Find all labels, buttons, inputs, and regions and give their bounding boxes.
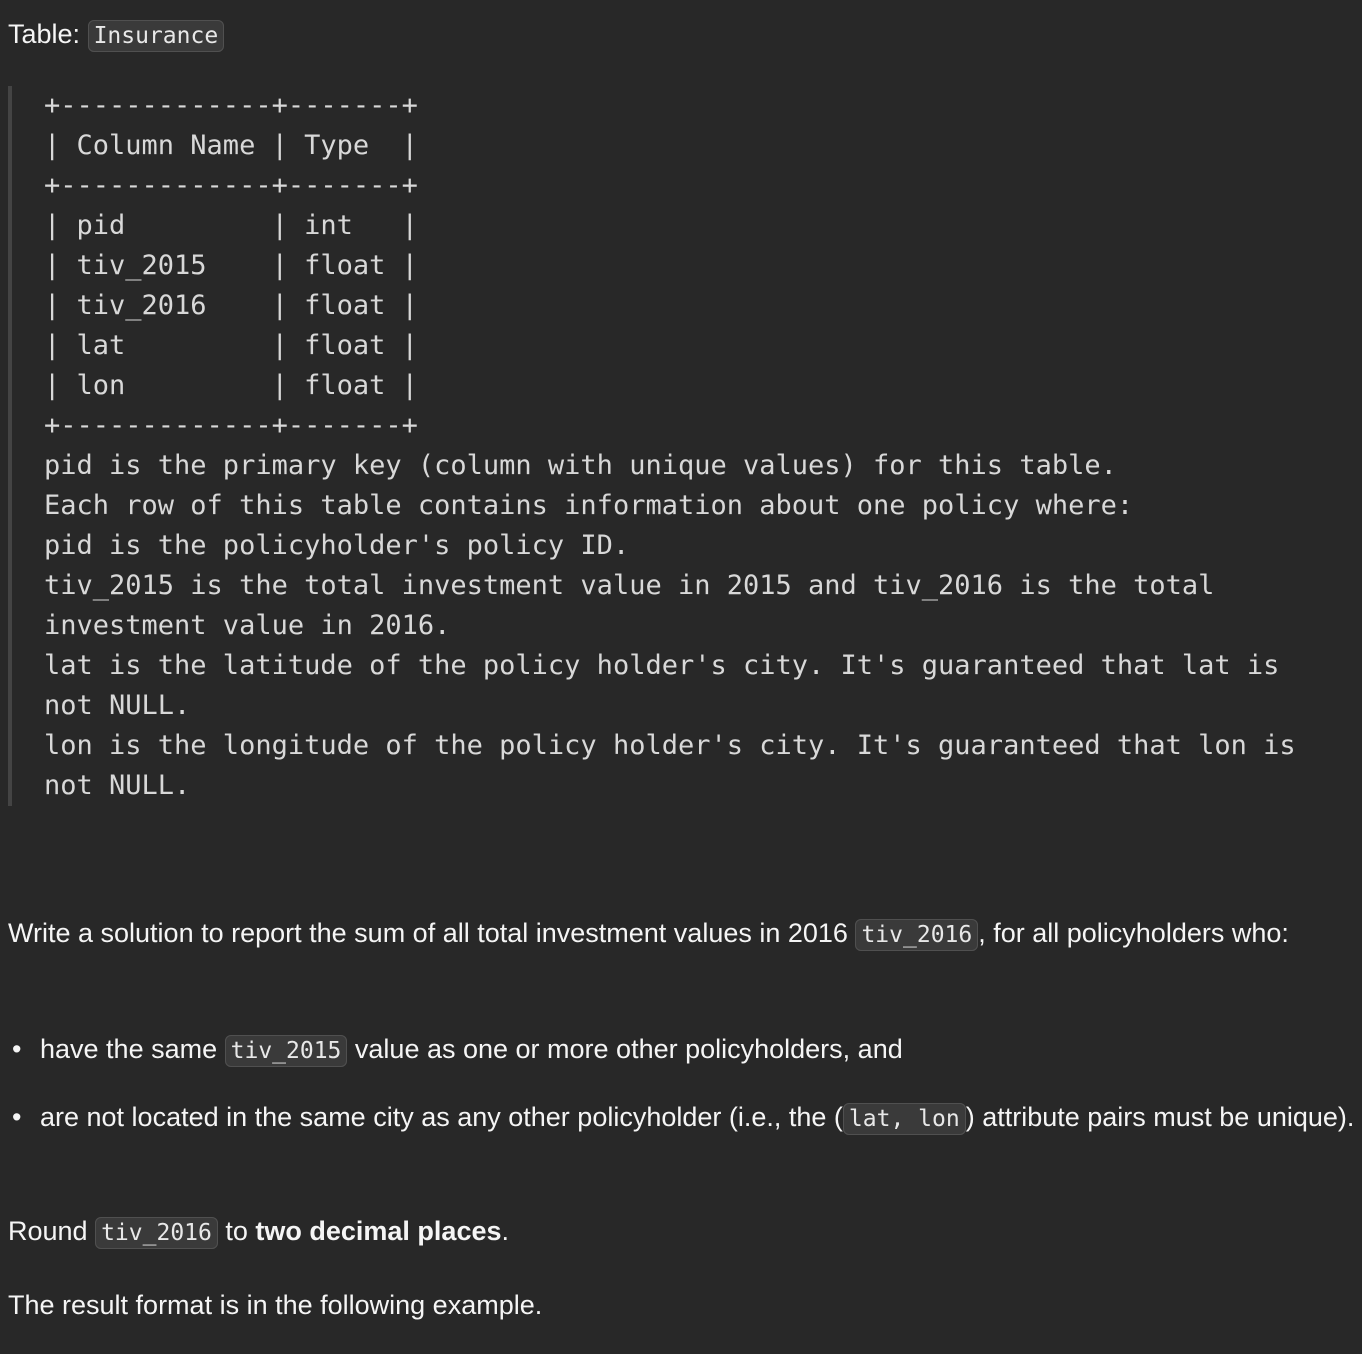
round-text: Round (8, 1216, 96, 1246)
schema-pre (44, 86, 1358, 806)
description-text: Write a solution to report the sum of all total investment values in 2016 (8, 918, 856, 948)
bullet-text-after: value as one or more other policyholders, and (347, 1034, 903, 1064)
schema-border-mid: +-------------+-------+ (44, 170, 418, 201)
schema-border-bottom: +-------------+-------+ (44, 410, 418, 441)
bullet-dot-icon: • (12, 1034, 22, 1064)
schema-row-tiv2016: | tiv_2016 | float | (44, 290, 418, 321)
schema-note: lon is the longitude of the policy holder's city. It's guaranteed that lon is (44, 730, 1296, 761)
table-name-code: Insurance (88, 20, 225, 52)
list-item (8, 1028, 1358, 1072)
round-code: tiv_2016 (95, 1217, 218, 1249)
round-text-middle: to (217, 1216, 256, 1246)
schema-border-top: +-------------+-------+ (44, 90, 418, 121)
schema-note: pid is the primary key (column with unique values) for this table. (44, 450, 1117, 481)
schema-row-lat: | lat | float | (44, 330, 418, 361)
schema-note: tiv_2015 is the total investment value in 2015 and tiv_2016 is the total (44, 570, 1215, 601)
list-item (8, 1096, 1358, 1140)
table-title (8, 14, 224, 56)
schema-row-lon: | lon | float | (44, 370, 418, 401)
bullet-code: tiv_2015 (225, 1035, 348, 1067)
table-label: Table: (8, 19, 88, 49)
schema-note: pid is the policyholder's policy ID. (44, 530, 630, 561)
schema-note: lat is the latitude of the policy holder's city. It's guaranteed that lat is (44, 650, 1280, 681)
schema-note: investment value in 2016. (44, 610, 451, 641)
round-text-after: . (501, 1216, 510, 1246)
bullet-text: are not located in the same city as any other policyholder (i.e., the ( (40, 1102, 843, 1132)
description-code: tiv_2016 (855, 919, 978, 951)
schema-row-tiv2015: | tiv_2015 | float | (44, 250, 418, 281)
schema-note: not NULL. (44, 770, 191, 801)
schema-note: not NULL. (44, 690, 191, 721)
problem-description (8, 912, 1358, 956)
bullet-text: have the same (40, 1034, 225, 1064)
schema-header-row: | Column Name | Type | (44, 130, 418, 161)
bullet-code: lat, lon (843, 1103, 966, 1135)
schema-note: Each row of this table contains information about one policy where: (44, 490, 1134, 521)
round-instruction (8, 1210, 509, 1254)
round-bold-text: two decimal places (255, 1216, 502, 1246)
description-paragraph (8, 912, 1358, 956)
bullet-dot-icon: • (12, 1102, 22, 1132)
schema-row-pid: | pid | int | (44, 210, 418, 241)
condition-list (8, 1028, 1358, 1164)
schema-code-block (8, 86, 1358, 806)
result-format-note: The result format is in the following example. (8, 1290, 543, 1320)
description-text-2: , for all policyholders who: (978, 918, 1289, 948)
bullet-text-after: ) attribute pairs must be unique). (965, 1102, 1355, 1132)
